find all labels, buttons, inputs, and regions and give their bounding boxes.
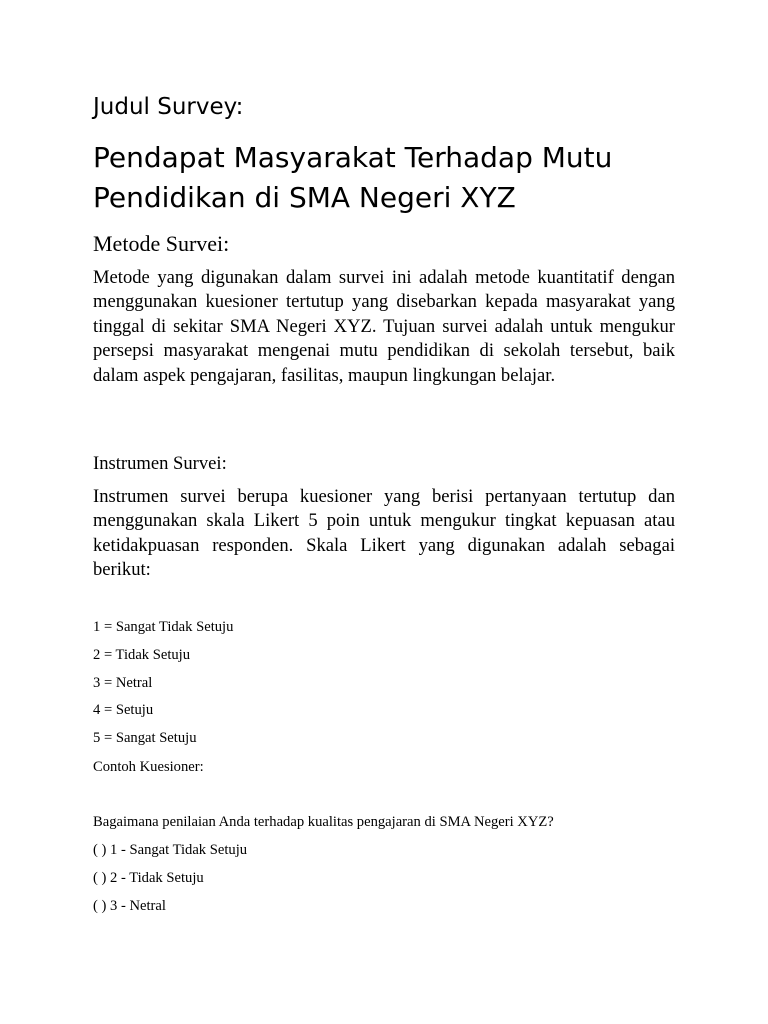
method-heading: Metode Survei: [93,231,230,256]
question-text: Bagaimana penilaian Anda terhadap kualitas pengajaran di SMA Negeri XYZ? [93,814,554,830]
survey-title: Pendapat Masyarakat Terhadap Mutu Pendidikan di SMA Negeri XYZ [93,141,613,214]
answer-option-2: ( ) 2 - Tidak Setuju [93,870,204,886]
instrument-heading: Instrumen Survei: [93,453,227,474]
method-paragraph: Metode yang digunakan dalam survei ini adalah metode kuantitatif dengan menggunakan kuesioner tertutup yang disebarkan kepada masyarakat yang tinggal di sekitar SMA Negeri XYZ. Tujuan survei adalah untuk mengukur persepsi masyarakat mengenai mutu pendidikan di sekolah tersebut, baik dalam aspek pengajaran, fasilitas, maupun lingkungan belajar. [93,267,675,386]
scale-item-5: 5 = Sangat Setuju [93,730,197,746]
example-heading: Contoh Kuesioner: [93,759,204,775]
scale-item-1: 1 = Sangat Tidak Setuju [93,619,234,635]
answer-option-1: ( ) 1 - Sangat Tidak Setuju [93,842,248,858]
scale-item-2: 2 = Tidak Setuju [93,647,191,663]
answer-option-3: ( ) 3 - Netral [93,898,166,914]
instrument-paragraph: Instrumen survei berupa kuesioner yang berisi pertanyaan tertutup dan menggunakan skala Likert 5 poin untuk mengukur tingkat kepuasan atau ketidakpuasan responden. Skala Likert yang digunakan adalah sebagai berikut: [93,486,675,581]
scale-item-3: 3 = Netral [93,675,153,691]
survey-label: Judul Survey: [93,94,244,120]
scale-item-4: 4 = Setuju [93,702,154,718]
